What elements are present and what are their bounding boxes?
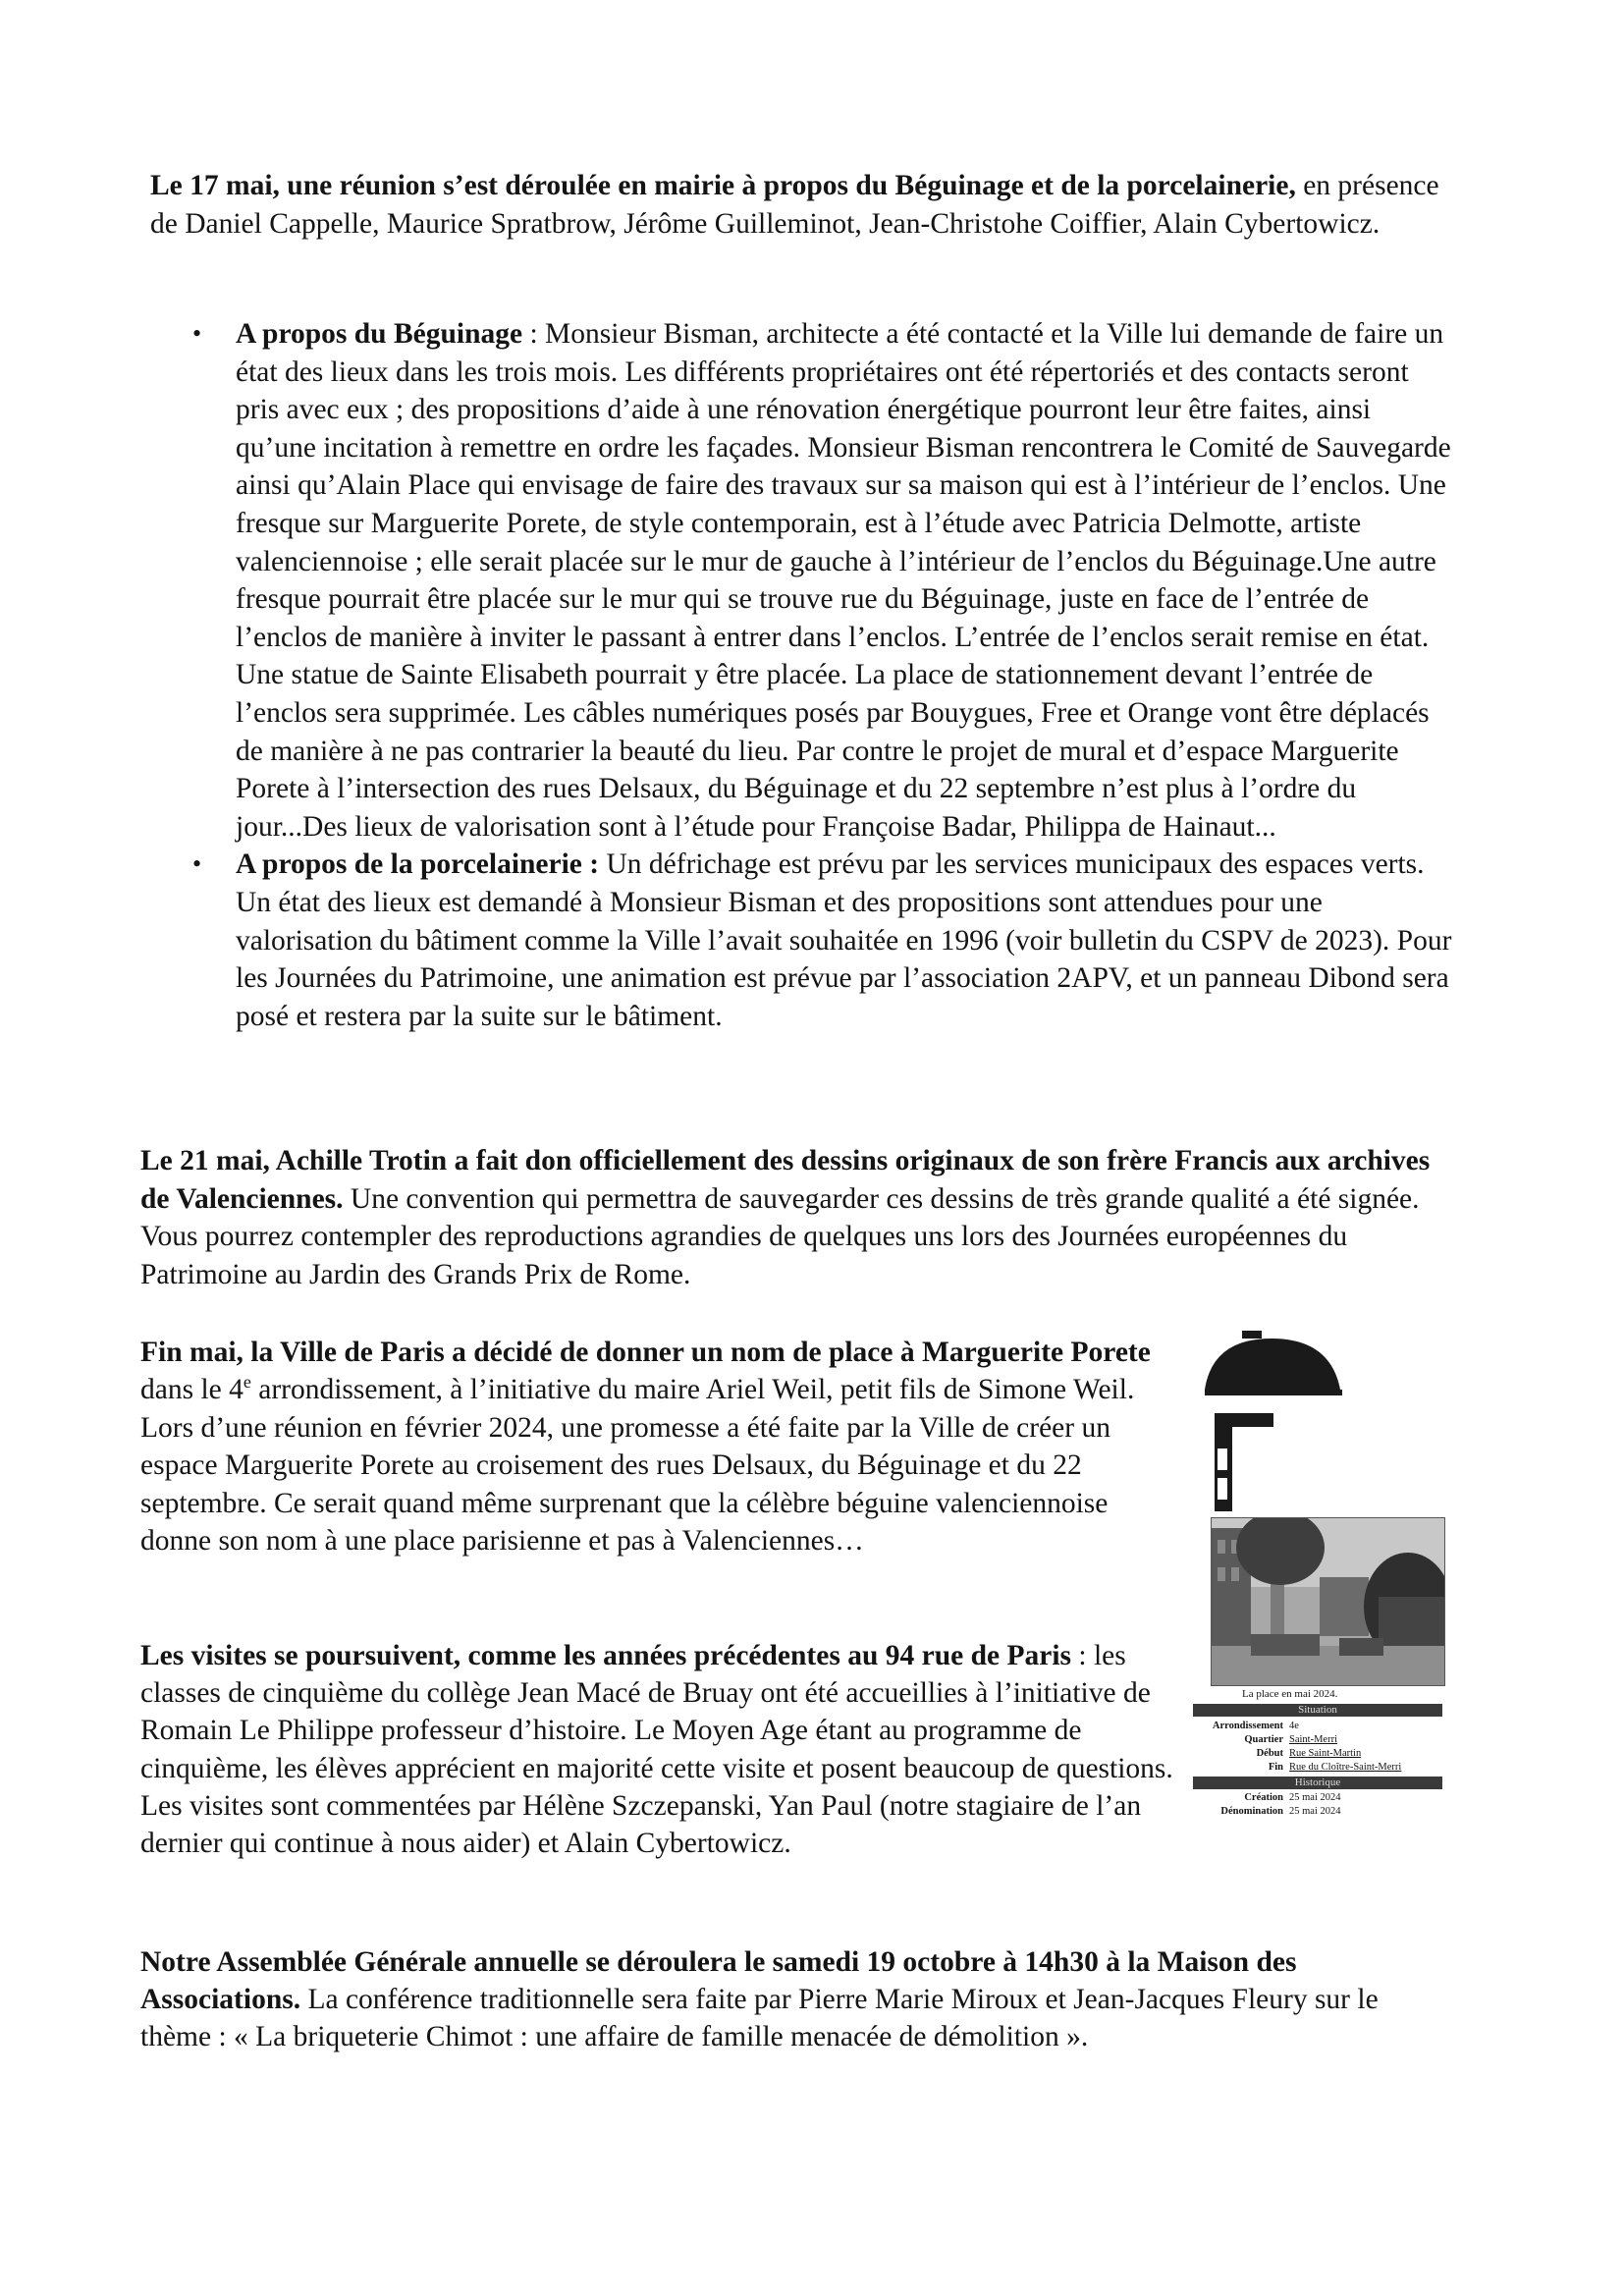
table-row: Quartier Saint-Merri — [1244, 1734, 1337, 1745]
donation-paragraph — [140, 1142, 1446, 1293]
visits-text: : les classes de cinquième du collège Jean Macé de Bruay ont été accueillies à l’initiative de Romain Le Philippe professeur d’histoire. Le Moyen Age étant au programme de cinquième, les élèves apprécient en majorité cette visite et posent beaucoup de questions. Les visites sont commentées par Hélène Szczepanski, Yan Paul (notre stagiaire de l’an dernier qui continue à nous aider) et Alain Cybertowicz. — [140, 1640, 1173, 1860]
list-item-beguinage — [192, 315, 1458, 846]
assembly-text: La conférence traditionnelle sera faite par Pierre Marie Miroux et Jean-Jacques Fleury sur le thème : « La briqueterie Chimot : une affaire de famille menacée de démolition ». — [140, 1984, 1379, 2053]
situation-header: Situation — [1193, 1704, 1442, 1717]
bullet-icon: • — [192, 319, 202, 348]
meeting-topics-list — [192, 315, 1458, 1035]
porcelainerie-text: Un défrichage est prévu par les services municipaux des espaces verts. Un état des lieux est demandé à Monsieur Bisman et des propositions sont attendues pour une valorisation du bâtiment comme la Ville l’avait souhaitée en 1996 (voir bulletin du CSPV de 2023). Pour les Journées du Patrimoine, une animation est prévue par l’association 2APV, et un panneau Dibond sera posé et restera par la suite sur le bâtiment. — [236, 848, 1452, 1032]
donation-text: Une convention qui permettra de sauvegarder ces dessins de très grande qualité a été signée. Vous pourrez contempler des reproductions agrandies de quelques uns lors des Journées européennes du Patrimoine au Jardin des Grands Prix de Rome. — [140, 1182, 1420, 1290]
visits-lead: Les visites se poursuivent, comme les années précédentes au 94 rue de Paris — [140, 1640, 1071, 1671]
beguinage-text: : Monsieur Bisman, architecte a été contacté et la Ville lui demande de faire un état des lieux dans les trois mois. Les différents propriétaires ont été répertoriés et des contacts seront pris avec eux ; des propositions d’aide à une rénovation énergétique pourront leur être faites, ainsi qu’une incitation à remettre en ordre les façades. Monsieur Bisman rencontrera le Comité de Sauvegarde ainsi qu’Alain Place qui envisage de faire des travaux sur sa maison qui est à l’intérieur de l’enclos. Une fresque sur Marguerite Porete, de style contemporain, est à l’étude avec Patricia Delmotte, artiste valenciennoise ; elle serait placée sur le mur de gauche à l’intérieur de l’enclos du Béguinage.Une autre fresque pourrait être placée sur le mur qui se trouve rue du Béguinage, juste en face de l’entrée de l’enclos de manière à inviter le passant à entrer dans l’enclos. L’entrée de l’enclos serait remise en état. Une statue de Sainte Elisabeth pourrait y être placée. La place de stationnement devant l’entrée de l’enclos sera supprimée. Les câbles numériques posés par Bouygues, Free et Orange vont être déplacés de manière à ne pas contrarier la beauté du lieu. Par contre le projet de mural et d’espace Marguerite Porete à l’intersection des rues Delsaux, du Béguinage et du 22 septembre n’est plus à l’ordre du jour...Des lieux de valorisation sont à l’étude pour Françoise Badar, Philippa de Hainaut... — [236, 318, 1451, 843]
history-header: Historique — [1193, 1777, 1442, 1789]
table-row: Arrondissement 4e — [1212, 1721, 1299, 1731]
street-infobox — [1193, 1331, 1438, 1841]
list-item-porcelainerie — [192, 846, 1458, 1035]
table-row: Création 25 mai 2024 — [1244, 1792, 1341, 1803]
paris-place-text-b: arrondissement, à l’initiative du maire Ariel Weil, petit fils de Simone Weil. Lors d’une réunion en février 2024, une promesse a été faite par la Ville de créer un espace Marguerite Porete au croisement des rues Delsaux, du Béguinage et du 22 septembre. Ce serait quand même surprenant que la célèbre béguine valenciennoise donne son nom à une place parisienne et pas à Valenciennes… — [140, 1374, 1135, 1558]
donation-lead: Le 21 mai, Achille Trotin a fait don officiellement des dessins originaux de son frère Francis aux archives de Valenciennes. — [140, 1145, 1431, 1215]
place-photo — [1211, 1517, 1445, 1686]
porcelainerie-heading: A propos de la porcelainerie : — [236, 848, 600, 881]
paris-place-lead: Fin mai, la Ville de Paris a décidé de donner un nom de place à Marguerite Porete — [140, 1337, 1151, 1368]
visits-paragraph — [140, 1637, 1181, 1862]
assembly-paragraph — [140, 1943, 1446, 2056]
table-row: Dénomination 25 mai 2024 — [1220, 1806, 1341, 1817]
meeting-text: en présence de Daniel Cappelle, Maurice Spratbrow, Jérôme Guilleminot, Jean-Christohe Coiffier, Alain Cybertowicz. — [150, 170, 1439, 240]
superscript: e — [243, 1372, 251, 1393]
meeting-paragraph — [150, 167, 1466, 243]
table-row: Début Rue Saint-Martin — [1256, 1748, 1362, 1759]
photo-caption: La place en mai 2024. — [1242, 1688, 1338, 1700]
paris-place-paragraph — [140, 1334, 1181, 1559]
paris-place-text-a: dans le 4 — [140, 1374, 244, 1406]
street-sign-icon — [1193, 1331, 1448, 1517]
assembly-lead: Notre Assemblée Générale annuelle se déroulera le samedi 19 octobre à 14h30 à la Maison des Associations. — [140, 1946, 1297, 2016]
beguinage-heading: A propos du Béguinage — [236, 318, 523, 350]
bullet-icon: • — [192, 849, 202, 879]
table-row: Fin Rue du Cloître-Saint-Merri — [1268, 1762, 1402, 1773]
meeting-lead: Le 17 mai, une réunion s’est déroulée en mairie à propos du Béguinage et de la porcelainerie, — [150, 170, 1296, 201]
